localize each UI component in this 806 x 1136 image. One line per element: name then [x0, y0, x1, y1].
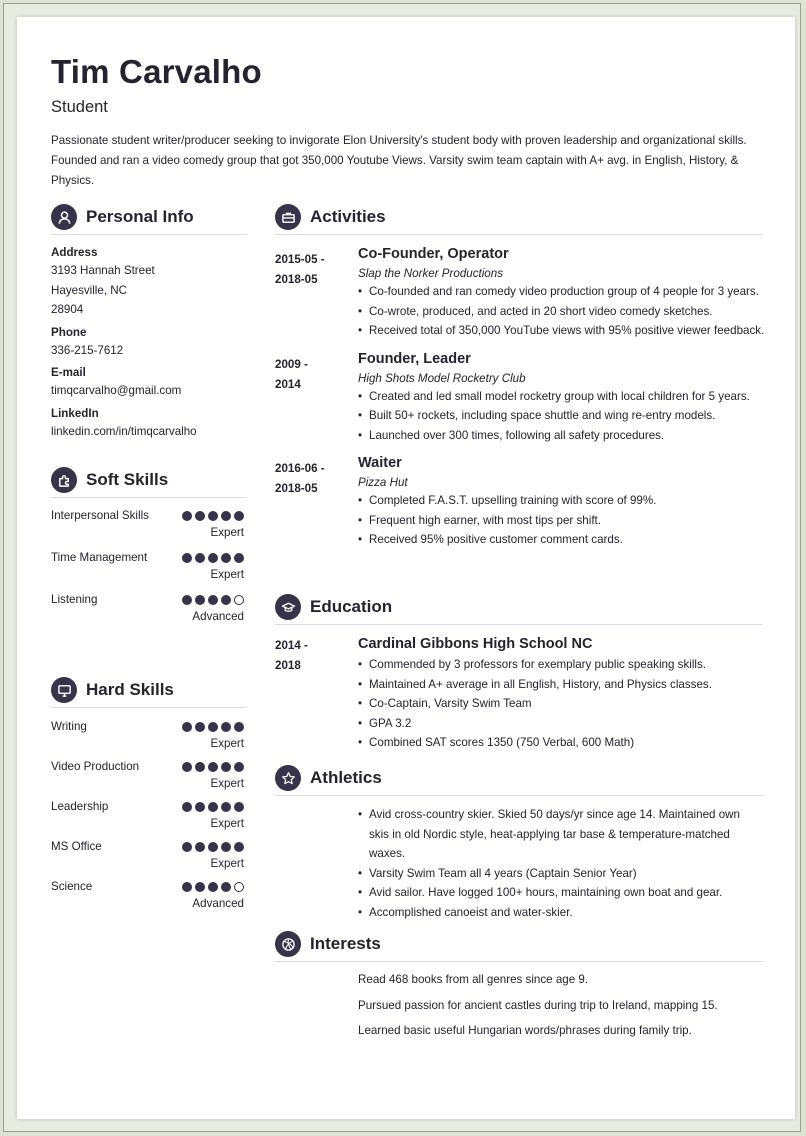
- date-end: 2014: [275, 377, 301, 391]
- divider: [51, 707, 246, 708]
- bullet-item: • Varsity Swim Team all 4 years (Captain Senior Year): [358, 864, 763, 884]
- hard-skills-header: [51, 677, 174, 703]
- skill-rating: [182, 511, 244, 526]
- skill-row: [51, 757, 244, 790]
- rating-dot: [221, 762, 231, 772]
- bullet-item: • GPA 3.2: [358, 714, 763, 734]
- interest-item: Read 468 books from all genres since age 9.: [358, 973, 589, 986]
- activity-bullets: [358, 282, 765, 341]
- rating-dot: [208, 553, 218, 563]
- rating-dot: [234, 511, 244, 521]
- activity-body: [358, 455, 765, 550]
- rating-dot: [234, 553, 244, 563]
- rating-dot: [182, 842, 192, 852]
- activity-org: Slap the Norker Productions: [358, 267, 503, 280]
- activity-role: Waiter: [358, 455, 402, 471]
- soft-skills-heading: Soft Skills: [86, 470, 169, 489]
- skill-rating: [182, 802, 244, 817]
- bullet-item: • Accomplished canoeist and water-skier.: [358, 903, 763, 923]
- rating-dot: [234, 842, 244, 852]
- skill-level: Expert: [210, 857, 244, 870]
- skill-level: Expert: [210, 777, 244, 790]
- skill-rating: [182, 882, 244, 897]
- rating-dot: [195, 802, 205, 812]
- activity-bullets: [358, 491, 765, 550]
- interests-heading: Interests: [310, 934, 381, 953]
- divider: [51, 497, 246, 498]
- activity-entry: [275, 455, 765, 550]
- activities-heading: Activities: [310, 207, 386, 226]
- skill-name: MS Office: [51, 840, 102, 853]
- ball-icon: [275, 931, 301, 957]
- bullet-item: • Avid sailor. Have logged 100+ hours, maintaining own boat and gear.: [358, 883, 763, 903]
- rating-dot: [221, 802, 231, 812]
- resume-paper: [17, 17, 795, 1119]
- skill-top: [51, 757, 244, 777]
- divider: [275, 234, 763, 235]
- bullet-item: • Received 95% positive customer comment cards.: [358, 530, 765, 550]
- bullet-item: • Commended by 3 professors for exemplary public speaking skills.: [358, 655, 763, 675]
- skill-top: [51, 548, 244, 568]
- rating-dot: [234, 762, 244, 772]
- skill-row: [51, 877, 244, 910]
- date-start: 2016-06 -: [275, 462, 325, 475]
- rating-dot: [182, 762, 192, 772]
- person-icon: [51, 204, 77, 230]
- star-icon: [275, 765, 301, 791]
- date-start: 2015-05 -: [275, 253, 325, 266]
- skill-level: Advanced: [192, 610, 244, 623]
- skill-name: Time Management: [51, 551, 148, 564]
- rating-dot: [208, 842, 218, 852]
- skill-row: [51, 717, 244, 750]
- interests-list: [358, 967, 763, 1044]
- skill-top: [51, 837, 244, 857]
- personal-info-heading: Personal Info: [86, 207, 194, 226]
- activity-dates: [275, 355, 345, 395]
- education-header: [275, 594, 392, 620]
- athletics-header: [275, 765, 382, 791]
- phone-value: 336-215-7612: [51, 343, 124, 357]
- skill-rating: [182, 762, 244, 777]
- rating-dot: [182, 595, 192, 605]
- rating-dot: [208, 511, 218, 521]
- skill-name: Writing: [51, 720, 87, 733]
- activity-body: [358, 351, 765, 446]
- bullet-item: • Co-founded and ran comedy video production group of 4 people for 3 years.: [358, 282, 765, 302]
- address-line: 28904: [51, 303, 84, 316]
- athletics-bullets: [358, 805, 763, 922]
- soft-skills-list: [51, 506, 244, 632]
- rating-dot: [182, 802, 192, 812]
- skill-top: [51, 877, 244, 897]
- hard-skills-heading: Hard Skills: [86, 680, 174, 699]
- school-name: Cardinal Gibbons High School NC: [358, 636, 593, 652]
- date-start: 2014 -: [275, 639, 308, 652]
- rating-dot: [234, 595, 244, 605]
- rating-dot: [182, 511, 192, 521]
- skill-name: Leadership: [51, 800, 109, 813]
- bullet-item: • Maintained A+ average in all English, History, and Physics classes.: [358, 675, 763, 695]
- skill-name: Video Production: [51, 760, 140, 773]
- rating-dot: [208, 802, 218, 812]
- graduation-cap-icon: [275, 594, 301, 620]
- athletics-heading: Athletics: [310, 768, 382, 787]
- address-line: Hayesville, NC: [51, 283, 128, 297]
- bullet-item: • Launched over 300 times, following all safety procedures.: [358, 426, 765, 446]
- activities-list: [275, 246, 765, 560]
- activity-entry: [275, 351, 765, 446]
- rating-dot: [208, 882, 218, 892]
- monitor-icon: [51, 677, 77, 703]
- summary-text: Passionate student writer/producer seeking to invigorate Elon University's student body with proven leadership and organizational skills. Founded and ran a video comedy group that got 350,000 Youtube Views. Varsity swim team captain with A+ avg. in English, History, & Physics.: [51, 134, 747, 187]
- skill-level: Expert: [210, 737, 244, 750]
- rating-dot: [208, 762, 218, 772]
- linkedin-label: LinkedIn: [51, 406, 99, 420]
- rating-dot: [195, 553, 205, 563]
- rating-dot: [234, 802, 244, 812]
- skill-top: [51, 506, 244, 526]
- bullet-item: • Completed F.A.S.T. upselling training with score of 99%.: [358, 491, 765, 511]
- education-heading: Education: [310, 597, 393, 616]
- divider: [51, 234, 246, 235]
- divider: [275, 624, 763, 625]
- bullet-item: • Received total of 350,000 YouTube views with 95% positive viewer feedback.: [358, 321, 765, 341]
- education-bullets: [358, 655, 763, 753]
- rating-dot: [195, 511, 205, 521]
- candidate-name: Tim Carvalho: [51, 53, 262, 90]
- bullet-item: • Avid cross-country skier. Skied 50 days/yr since age 14. Maintained own skis in old Nordic style, heat-applying tar base & temperature-matched waxes.: [358, 805, 763, 864]
- skill-row: [51, 797, 244, 830]
- skill-name: Science: [51, 880, 93, 893]
- rating-dot: [195, 842, 205, 852]
- rating-dot: [208, 722, 218, 732]
- skill-name: Listening: [51, 593, 98, 606]
- skill-level: Expert: [210, 817, 244, 830]
- rating-dot: [182, 722, 192, 732]
- rating-dot: [182, 553, 192, 563]
- email-value: timqcarvalho@gmail.com: [51, 384, 182, 397]
- activity-org: Pizza Hut: [358, 476, 408, 489]
- personal-info-header: [51, 204, 194, 230]
- personal-info: [51, 246, 197, 441]
- activity-role: Founder, Leader: [358, 350, 471, 367]
- rating-dot: [234, 722, 244, 732]
- skill-name: Interpersonal Skills: [51, 509, 149, 522]
- rating-dot: [221, 722, 231, 732]
- bullet-item: • Co-wrote, produced, and acted in 20 short video comedy sketches.: [358, 302, 765, 322]
- phone-label: Phone: [51, 325, 87, 339]
- bullet-item: • Built 50+ rockets, including space shuttle and wing re-entry models.: [358, 406, 765, 426]
- rating-dot: [208, 595, 218, 605]
- skill-rating: [182, 722, 244, 737]
- linkedin-value: linkedin.com/in/timqcarvalho: [51, 424, 197, 438]
- date-start: 2009 -: [275, 357, 308, 371]
- interest-item: Pursued passion for ancient castles during trip to Ireland, mapping 15.: [358, 998, 718, 1012]
- page-frame: [3, 3, 801, 1132]
- email-label: E-mail: [51, 366, 86, 379]
- rating-dot: [195, 762, 205, 772]
- bullet-item: • Created and led small model rocketry group with local children for 5 years.: [358, 387, 765, 407]
- soft-skills-header: [51, 467, 168, 493]
- skill-rating: [182, 842, 244, 857]
- candidate-title: Student: [51, 98, 108, 116]
- rating-dot: [221, 842, 231, 852]
- puzzle-icon: [51, 467, 77, 493]
- briefcase-icon: [275, 204, 301, 230]
- skill-rating: [182, 595, 244, 610]
- bullet-item: • Combined SAT scores 1350 (750 Verbal, 600 Math): [358, 733, 763, 753]
- skill-row: [51, 590, 244, 623]
- activity-entry: [275, 246, 765, 341]
- bullet-item: • Frequent high earner, with most tips per shift.: [358, 511, 765, 531]
- rating-dot: [195, 595, 205, 605]
- date-end: 2018: [275, 659, 301, 672]
- rating-dot: [195, 882, 205, 892]
- skill-row: [51, 837, 244, 870]
- education-dates: [275, 636, 345, 676]
- skill-top: [51, 590, 244, 610]
- skill-row: [51, 506, 244, 539]
- bullet-item: • Co-Captain, Varsity Swim Team: [358, 694, 763, 714]
- interests-header: [275, 931, 381, 957]
- activity-org: High Shots Model Rocketry Club: [358, 371, 526, 385]
- skill-rating: [182, 553, 244, 568]
- address-line: 3193 Hannah Street: [51, 264, 155, 277]
- rating-dot: [221, 882, 231, 892]
- rating-dot: [221, 553, 231, 563]
- skill-top: [51, 717, 244, 737]
- skill-level: Expert: [210, 526, 244, 539]
- date-end: 2018-05: [275, 482, 318, 495]
- activity-dates: [275, 459, 345, 499]
- rating-dot: [221, 511, 231, 521]
- activities-header: [275, 204, 386, 230]
- rating-dot: [195, 722, 205, 732]
- skill-level: Advanced: [192, 897, 244, 910]
- activity-role: Co-Founder, Operator: [358, 246, 509, 262]
- interest-item: Learned basic useful Hungarian words/phrases during family trip.: [358, 1024, 692, 1037]
- skill-top: [51, 797, 244, 817]
- activity-bullets: [358, 387, 765, 446]
- education-body: [358, 636, 763, 753]
- address-label: Address: [51, 246, 98, 259]
- divider: [275, 795, 763, 796]
- hard-skills-list: [51, 717, 244, 917]
- activity-body: [358, 246, 765, 341]
- date-end: 2018-05: [275, 273, 318, 286]
- rating-dot: [234, 882, 244, 892]
- divider: [275, 961, 763, 962]
- rating-dot: [182, 882, 192, 892]
- skill-level: Expert: [210, 568, 244, 581]
- skill-row: [51, 548, 244, 581]
- activity-dates: [275, 250, 345, 290]
- rating-dot: [221, 595, 231, 605]
